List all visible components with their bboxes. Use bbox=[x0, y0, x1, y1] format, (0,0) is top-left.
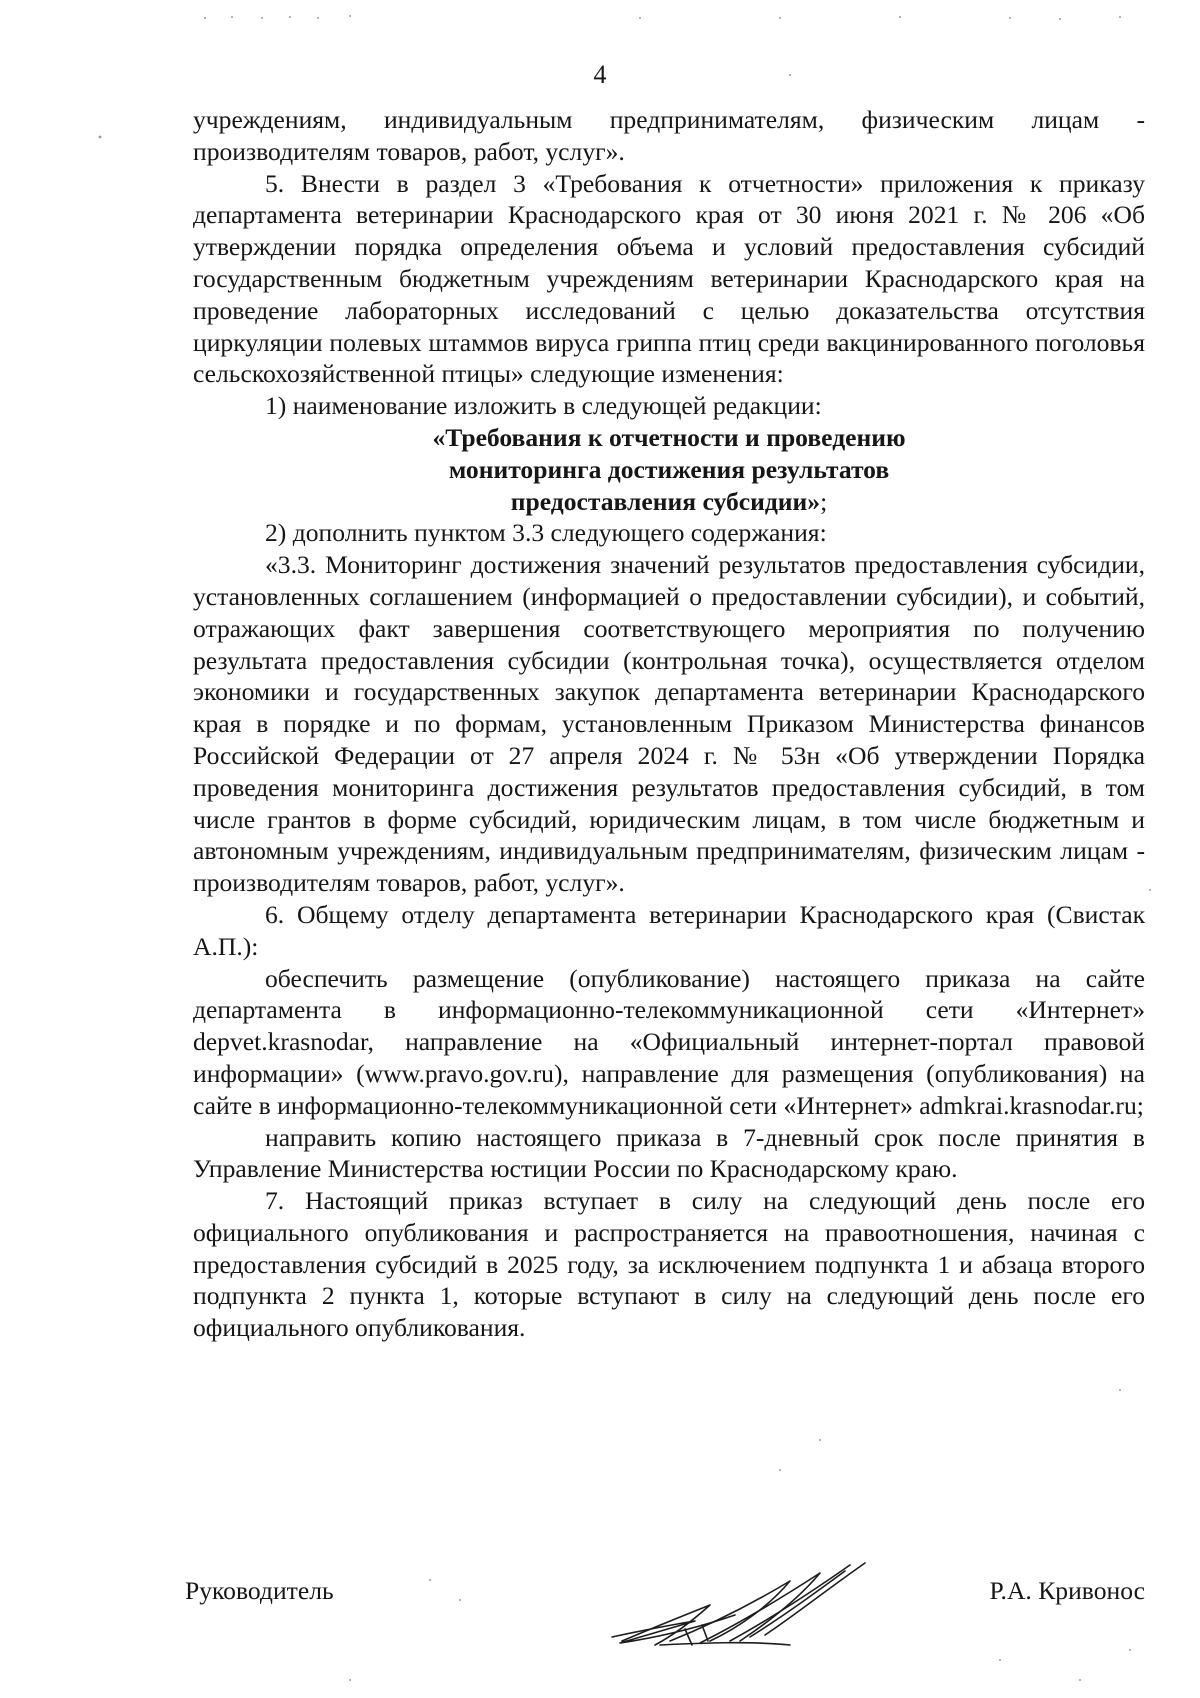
paragraph-item-6-publication: обеспечить размещение (опубликование) настоящего приказа на сайте департамента в информационно-телекоммуникационной сети «Интернет» depvet.krasnodar, направление на «Официальный интернет-портал правовой информации» (www.pravo.gov.ru), направление для размещения (опубликования) на сайте в информационно-телекоммуникационной сети «Интернет» admkrai.krasnodar.ru; bbox=[193, 963, 1145, 1120]
heading-line-3-text: предоставления субсидии» bbox=[510, 486, 821, 516]
paragraph-item-7: 7. Настоящий приказ вступает в силу на следующий день после его официального опубликования и распространяется на правоотношения, начиная с предоставления субсидий в 2025 году, за исключением подпункта 1 и абзаца второго подпункта 2 пункта 1, которые вступают в силу на следующий день после его официального опубликования. bbox=[193, 1186, 1145, 1343]
document-body bbox=[193, 104, 1145, 1344]
paragraph-subitem-2: 2) дополнить пунктом 3.3 следующего содержания: bbox=[265, 518, 827, 548]
signer-position: Руководитель bbox=[185, 1576, 334, 1605]
handwritten-signature bbox=[600, 1545, 890, 1665]
heading-line-2: мониторинга достижения результатов bbox=[448, 454, 890, 484]
heading-line-1: «Требования к отчетности и проведению bbox=[432, 422, 906, 452]
paragraph-item-6-copy: направить копию настоящего приказа в 7-дневный срок после принятия в Управление Министерства юстиции России по Краснодарскому краю. bbox=[193, 1122, 1145, 1184]
paragraph-subitem-1: 1) наименование изложить в следующей редакции: bbox=[265, 391, 822, 421]
paragraph-item-6: 6. Общему отделу департамента ветеринарии Краснодарского края (Свистак А.П.): bbox=[193, 899, 1145, 961]
paragraph-clause-3-3: «3.3. Мониторинг достижения значений результатов предоставления субсидии, установленных соглашением (информацией о предоставлении субсидии), и событий, отражающих факт завершения соответствующего мероприятия по получению результата предоставления субсидии (контрольная точка), осуществляется отделом экономики и государственных закупок департамента ветеринарии Краснодарского края в порядке и по формам, установленным Приказом Министерства финансов Российской Федерации от 27 апреля 2024 г. № 53н «Об утверждении Порядка проведения мониторинга достижения результатов предоставления субсидий, в том числе грантов в форме субсидий, юридическим лицам, в том числе бюджетным и автономным учреждениям, индивидуальным предпринимателям, физическим лицам - производителям товаров, работ, услуг». bbox=[193, 550, 1145, 898]
signer-name: Р.А. Кривонос bbox=[989, 1576, 1145, 1605]
paragraph-continuation: учреждениям, индивидуальным предпринимателям, физическим лицам - производителям товаров, работ, услуг». bbox=[193, 105, 1145, 166]
page-number: 4 bbox=[593, 60, 607, 89]
heading-suffix: ; bbox=[820, 486, 828, 516]
heading-line-3 bbox=[193, 486, 1145, 518]
paragraph-item-5: 5. Внести в раздел 3 «Требования к отчетности» приложения к приказу департамента ветеринарии Краснодарского края от 30 июня 2021 г. № 206 «Об утверждении порядка определения объема и условий предоставления субсидий государственным бюджетным учреждениям ветеринарии Краснодарского края на проведение лабораторных исследований с целью доказательства отсутствия циркуляции полевых штаммов вируса гриппа птиц среди вакцинированного поголовья сельскохозяйственной птицы» следующие изменения: bbox=[193, 168, 1145, 389]
section-heading bbox=[193, 422, 1145, 517]
